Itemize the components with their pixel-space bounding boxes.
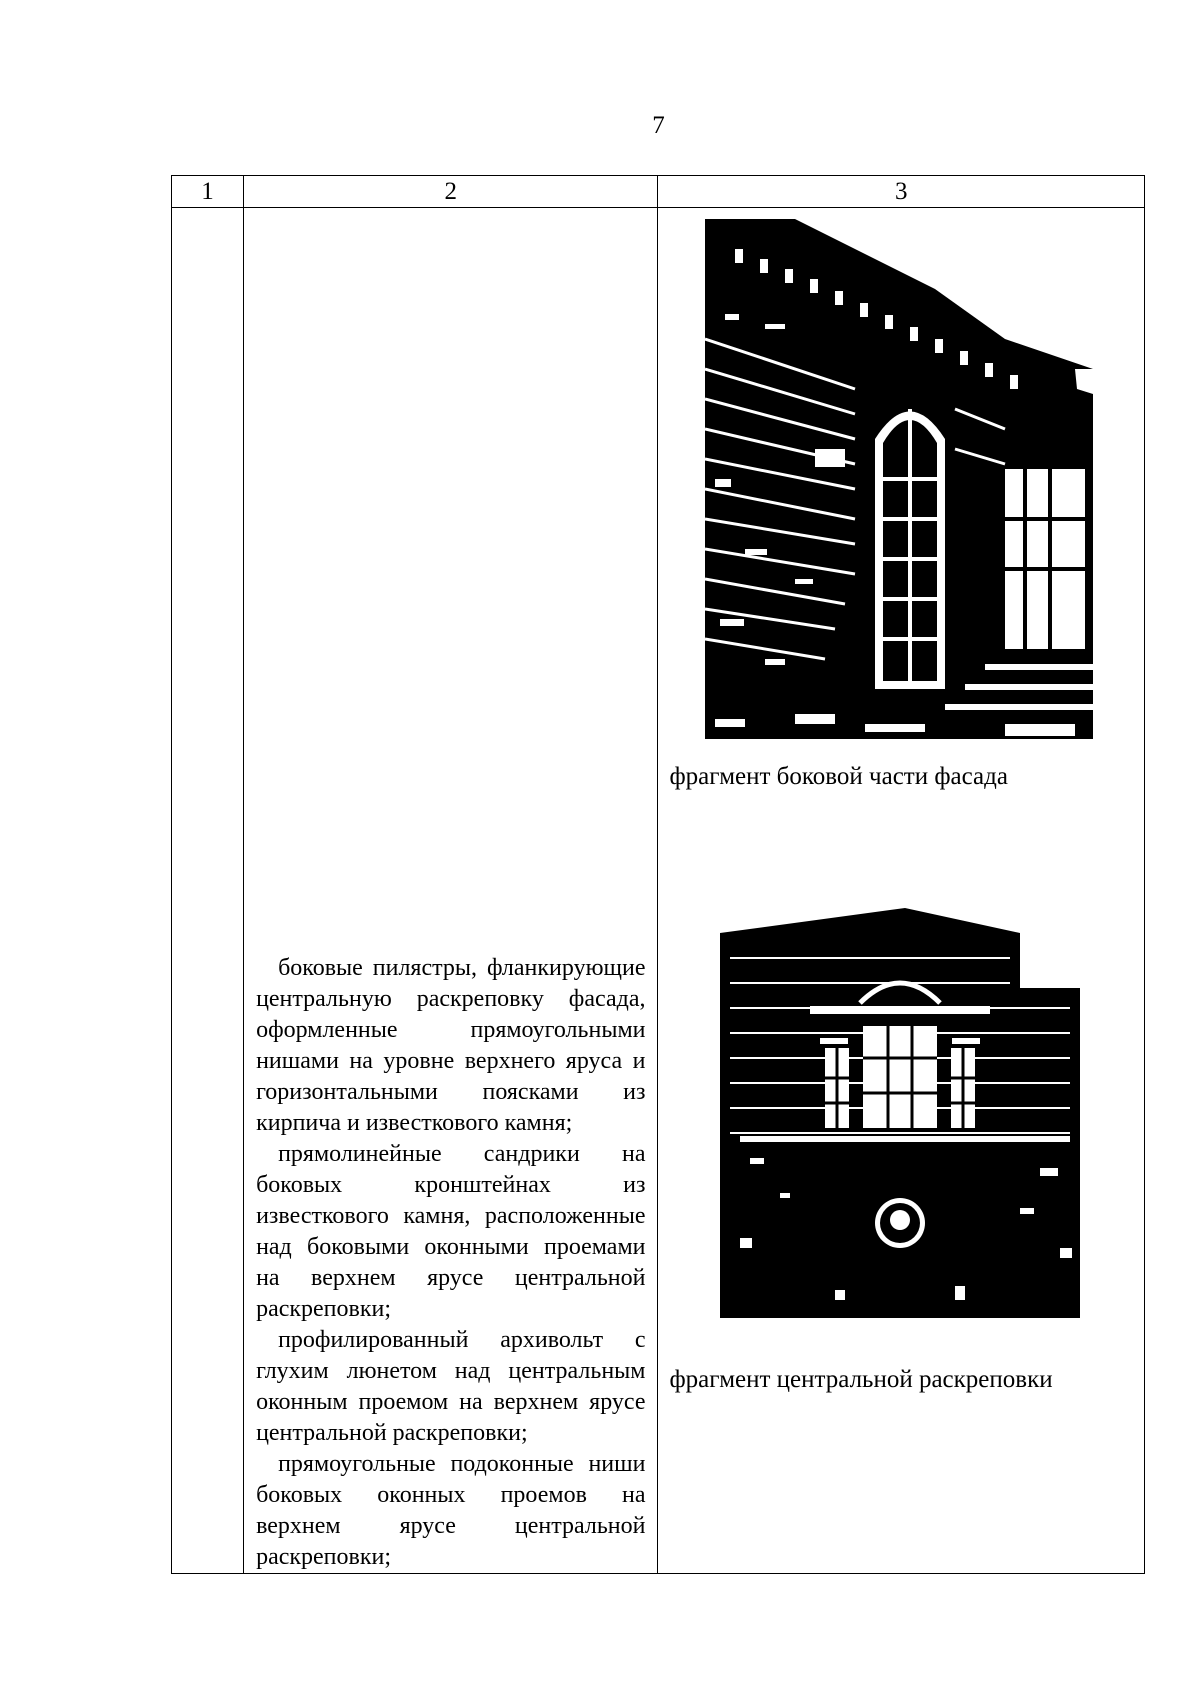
page-number: 7 <box>652 112 665 139</box>
paragraph-pilasters: боковые пилястры, фланкирующие центральную раскреповку фасада, оформленные прямоугольными нишами на уровне верхнего яруса и горизонтальными поясками из кирпича и известкового камня; <box>256 955 646 1136</box>
table-header-row <box>172 176 1145 208</box>
paragraph-archivolt: профилированный архивольт с глухим люнетом над центральным оконным проемом на верхнем ярусе центральной раскреповки; <box>256 1327 646 1446</box>
column-header-1: 1 <box>172 176 244 208</box>
description-text <box>256 953 645 1573</box>
paragraph-niches: прямоугольные подоконные ниши боковых оконных проемов на верхнем ярусе центральной раскреповки; <box>256 1451 646 1570</box>
paragraph-sandriks: прямолинейные сандрики на боковых кронштейнах из известкового камня, расположенные над боковыми оконными проемами на верхнем ярусе центральной раскреповки; <box>256 1141 646 1322</box>
caption-side-facade: фрагмент боковой части фасада <box>669 763 1008 790</box>
column-header-2: 2 <box>244 176 658 208</box>
central-risalit-photo <box>720 908 1080 1318</box>
data-table <box>171 175 1145 1574</box>
image-cell <box>658 208 1145 1574</box>
caption-central-risalit: фрагмент центральной раскреповки <box>669 1366 1053 1393</box>
description-cell <box>244 208 658 1574</box>
facade-side-photo <box>705 219 1093 739</box>
column-header-3: 3 <box>658 176 1145 208</box>
table-row <box>172 208 1145 1574</box>
number-cell <box>172 208 244 1574</box>
